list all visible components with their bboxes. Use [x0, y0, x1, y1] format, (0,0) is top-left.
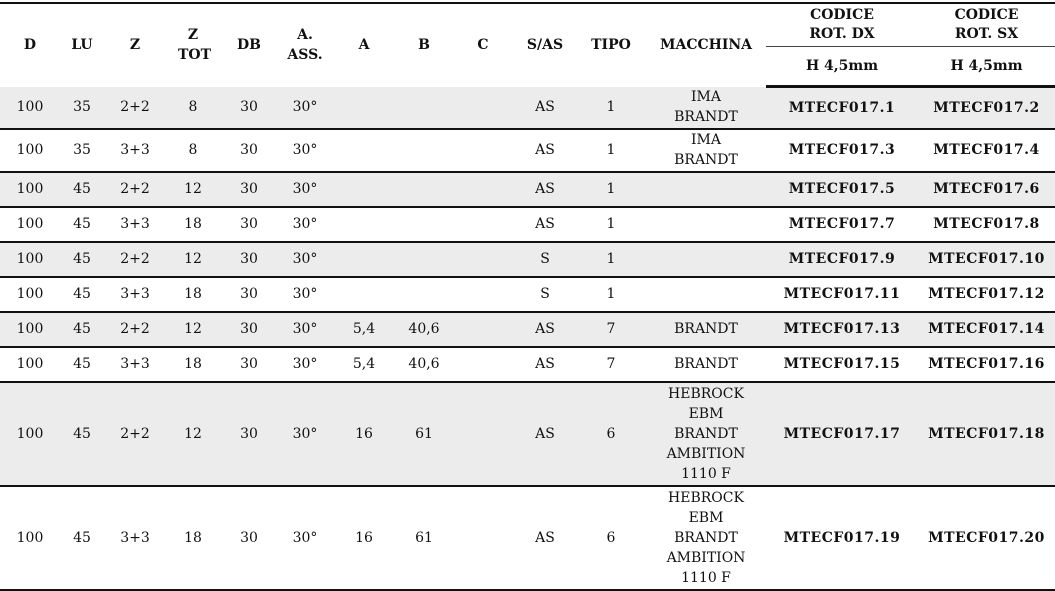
cell-db: 30	[220, 312, 278, 347]
header-tipo: TIPO	[576, 3, 646, 87]
macchina-name: EBM	[688, 509, 724, 526]
cell-a	[332, 242, 396, 277]
cell-a	[332, 129, 396, 172]
cell-codice-sx: MTECF017.12	[918, 277, 1055, 312]
cell-a	[332, 172, 396, 207]
cell-d: 100	[0, 172, 60, 207]
cell-ztot: 18	[166, 486, 220, 590]
macchina-name: BRANDT	[674, 321, 738, 337]
cell-b	[396, 207, 452, 242]
cell-codice-dx: MTECF017.5	[766, 172, 918, 207]
cell-lu: 35	[60, 129, 104, 172]
cell-tipo: 1	[576, 242, 646, 277]
table-row	[0, 87, 1055, 129]
cell-lu: 45	[60, 172, 104, 207]
cell-codice-sx: MTECF017.10	[918, 242, 1055, 277]
cell-tipo: 6	[576, 486, 646, 590]
macchina-name: 1110 F	[681, 569, 731, 586]
cell-db: 30	[220, 382, 278, 486]
header-b: B	[396, 3, 452, 87]
cell-sas: AS	[514, 382, 576, 486]
cell-z: 2+2	[104, 382, 166, 486]
macchina-name: BRANDT	[674, 529, 738, 546]
cell-codice-dx: MTECF017.1	[766, 87, 918, 129]
table-row	[0, 207, 1055, 242]
cell-tipo: 7	[576, 347, 646, 382]
cell-tipo: 1	[576, 172, 646, 207]
header-macchina: MACCHINA	[646, 3, 766, 87]
cell-c	[452, 347, 514, 382]
table-row	[0, 347, 1055, 382]
cell-b: 61	[396, 486, 452, 590]
header-lu: LU	[60, 3, 104, 87]
cell-codice-dx: MTECF017.13	[766, 312, 918, 347]
header-codice-dx-text: CODICE ROT. DX	[809, 7, 875, 42]
cell-z: 3+3	[104, 207, 166, 242]
cell-tipo: 6	[576, 382, 646, 486]
header-a: A	[332, 3, 396, 87]
header-codice-dx	[766, 3, 918, 47]
cell-codice-sx: MTECF017.14	[918, 312, 1055, 347]
cell-z: 3+3	[104, 486, 166, 590]
cell-codice-sx: MTECF017.16	[918, 347, 1055, 382]
cell-macchina	[646, 207, 766, 242]
cell-c	[452, 277, 514, 312]
cell-a	[332, 207, 396, 242]
cell-macchina	[646, 172, 766, 207]
cell-ztot: 12	[166, 312, 220, 347]
cell-codice-dx: MTECF017.19	[766, 486, 918, 590]
cell-db: 30	[220, 347, 278, 382]
cell-d: 100	[0, 242, 60, 277]
cell-b	[396, 87, 452, 129]
cell-macchina	[646, 382, 766, 486]
cell-ztot: 12	[166, 382, 220, 486]
cell-db: 30	[220, 242, 278, 277]
cell-ztot: 18	[166, 347, 220, 382]
header-codice-sx-text: CODICE ROT. SX	[954, 7, 1019, 42]
cell-b: 40,6	[396, 347, 452, 382]
cell-d: 100	[0, 277, 60, 312]
cell-codice-dx: MTECF017.11	[766, 277, 918, 312]
macchina-name: IMA	[691, 89, 721, 105]
header-z: Z	[104, 3, 166, 87]
cell-codice-sx: MTECF017.2	[918, 87, 1055, 129]
cell-codice-sx: MTECF017.18	[918, 382, 1055, 486]
cell-b: 61	[396, 382, 452, 486]
cell-lu: 45	[60, 207, 104, 242]
cell-d: 100	[0, 382, 60, 486]
cell-z: 2+2	[104, 242, 166, 277]
cell-lu: 45	[60, 277, 104, 312]
cell-lu: 35	[60, 87, 104, 129]
cell-d: 100	[0, 87, 60, 129]
cell-sas: AS	[514, 87, 576, 129]
cell-aass: 30°	[278, 129, 332, 172]
table-row	[0, 172, 1055, 207]
cell-lu: 45	[60, 312, 104, 347]
macchina-name: AMBITION	[666, 549, 746, 566]
header-aass	[278, 3, 332, 87]
cell-lu: 45	[60, 382, 104, 486]
cell-b	[396, 242, 452, 277]
macchina-name: EBM	[688, 405, 724, 422]
cell-b	[396, 172, 452, 207]
cell-c	[452, 129, 514, 172]
macchina-name: IMA	[691, 132, 721, 148]
cell-aass: 30°	[278, 312, 332, 347]
cell-macchina	[646, 242, 766, 277]
cell-c	[452, 312, 514, 347]
cell-ztot: 18	[166, 277, 220, 312]
cell-macchina	[646, 87, 766, 129]
cell-c	[452, 486, 514, 590]
cell-ztot: 12	[166, 172, 220, 207]
header-sas: S/AS	[514, 3, 576, 87]
header-h-dx: H 4,5mm	[766, 47, 918, 87]
cell-sas: AS	[514, 347, 576, 382]
macchina-name: BRANDT	[674, 425, 738, 442]
cell-a: 5,4	[332, 347, 396, 382]
cell-macchina	[646, 129, 766, 172]
cell-codice-dx: MTECF017.7	[766, 207, 918, 242]
cell-sas: AS	[514, 312, 576, 347]
cell-a	[332, 87, 396, 129]
cell-lu: 45	[60, 242, 104, 277]
cell-d: 100	[0, 347, 60, 382]
cell-macchina	[646, 347, 766, 382]
cell-ztot: 8	[166, 129, 220, 172]
cell-z: 2+2	[104, 312, 166, 347]
cell-b	[396, 277, 452, 312]
table-row	[0, 129, 1055, 172]
cell-aass: 30°	[278, 382, 332, 486]
cell-ztot: 18	[166, 207, 220, 242]
cell-db: 30	[220, 277, 278, 312]
cell-d: 100	[0, 129, 60, 172]
cell-aass: 30°	[278, 486, 332, 590]
cell-tipo: 1	[576, 87, 646, 129]
cell-codice-dx: MTECF017.15	[766, 347, 918, 382]
cell-d: 100	[0, 486, 60, 590]
cell-codice-sx: MTECF017.6	[918, 172, 1055, 207]
header-ztot	[166, 3, 220, 87]
cell-z: 3+3	[104, 129, 166, 172]
cell-db: 30	[220, 172, 278, 207]
cell-b	[396, 129, 452, 172]
cell-macchina	[646, 277, 766, 312]
macchina-name: HEBROCK	[668, 385, 744, 402]
cell-tipo: 1	[576, 129, 646, 172]
cell-macchina	[646, 486, 766, 590]
cell-codice-sx: MTECF017.8	[918, 207, 1055, 242]
cell-z: 3+3	[104, 277, 166, 312]
cell-z: 2+2	[104, 172, 166, 207]
cell-aass: 30°	[278, 207, 332, 242]
header-c: C	[452, 3, 514, 87]
cell-z: 2+2	[104, 87, 166, 129]
cell-codice-dx: MTECF017.3	[766, 129, 918, 172]
header-aass-text: A. ASS.	[287, 27, 323, 64]
cell-aass: 30°	[278, 87, 332, 129]
cell-ztot: 12	[166, 242, 220, 277]
cell-codice-sx: MTECF017.4	[918, 129, 1055, 172]
macchina-name: BRANDT	[674, 356, 738, 372]
cell-c	[452, 87, 514, 129]
macchina-name: AMBITION	[666, 445, 746, 462]
header-codice-sx	[918, 3, 1055, 47]
cell-tipo: 1	[576, 207, 646, 242]
cell-db: 30	[220, 486, 278, 590]
header-ztot-text: Z TOT	[178, 27, 212, 64]
cell-tipo: 1	[576, 277, 646, 312]
cell-codice-sx: MTECF017.20	[918, 486, 1055, 590]
table-row	[0, 312, 1055, 347]
macchina-name: HEBROCK	[668, 489, 744, 506]
cell-b: 40,6	[396, 312, 452, 347]
cell-d: 100	[0, 207, 60, 242]
cell-aass: 30°	[278, 172, 332, 207]
cell-c	[452, 172, 514, 207]
cell-a: 16	[332, 486, 396, 590]
cell-c	[452, 242, 514, 277]
table-row	[0, 277, 1055, 312]
cell-aass: 30°	[278, 277, 332, 312]
cell-lu: 45	[60, 347, 104, 382]
cell-d: 100	[0, 312, 60, 347]
cell-db: 30	[220, 129, 278, 172]
cell-db: 30	[220, 207, 278, 242]
cell-a	[332, 277, 396, 312]
cell-sas: S	[514, 242, 576, 277]
cell-sas: AS	[514, 172, 576, 207]
table-body	[0, 87, 1055, 590]
table-row	[0, 382, 1055, 486]
cell-codice-dx: MTECF017.17	[766, 382, 918, 486]
cell-a: 16	[332, 382, 396, 486]
table-row	[0, 486, 1055, 590]
header-h-sx: H 4,5mm	[918, 47, 1055, 87]
cell-sas: S	[514, 277, 576, 312]
cell-ztot: 8	[166, 87, 220, 129]
macchina-name: 1110 F	[681, 465, 731, 482]
header-db: DB	[220, 3, 278, 87]
cell-z: 3+3	[104, 347, 166, 382]
cell-lu: 45	[60, 486, 104, 590]
header-d: D	[0, 3, 60, 87]
cell-sas: AS	[514, 486, 576, 590]
macchina-name: BRANDT	[674, 152, 738, 168]
cell-a: 5,4	[332, 312, 396, 347]
cell-aass: 30°	[278, 347, 332, 382]
cell-c	[452, 382, 514, 486]
product-table	[0, 2, 1055, 591]
cell-c	[452, 207, 514, 242]
table-row	[0, 242, 1055, 277]
cell-db: 30	[220, 87, 278, 129]
macchina-name: BRANDT	[674, 109, 738, 125]
cell-sas: AS	[514, 207, 576, 242]
cell-tipo: 7	[576, 312, 646, 347]
cell-aass: 30°	[278, 242, 332, 277]
cell-sas: AS	[514, 129, 576, 172]
cell-codice-dx: MTECF017.9	[766, 242, 918, 277]
cell-macchina	[646, 312, 766, 347]
